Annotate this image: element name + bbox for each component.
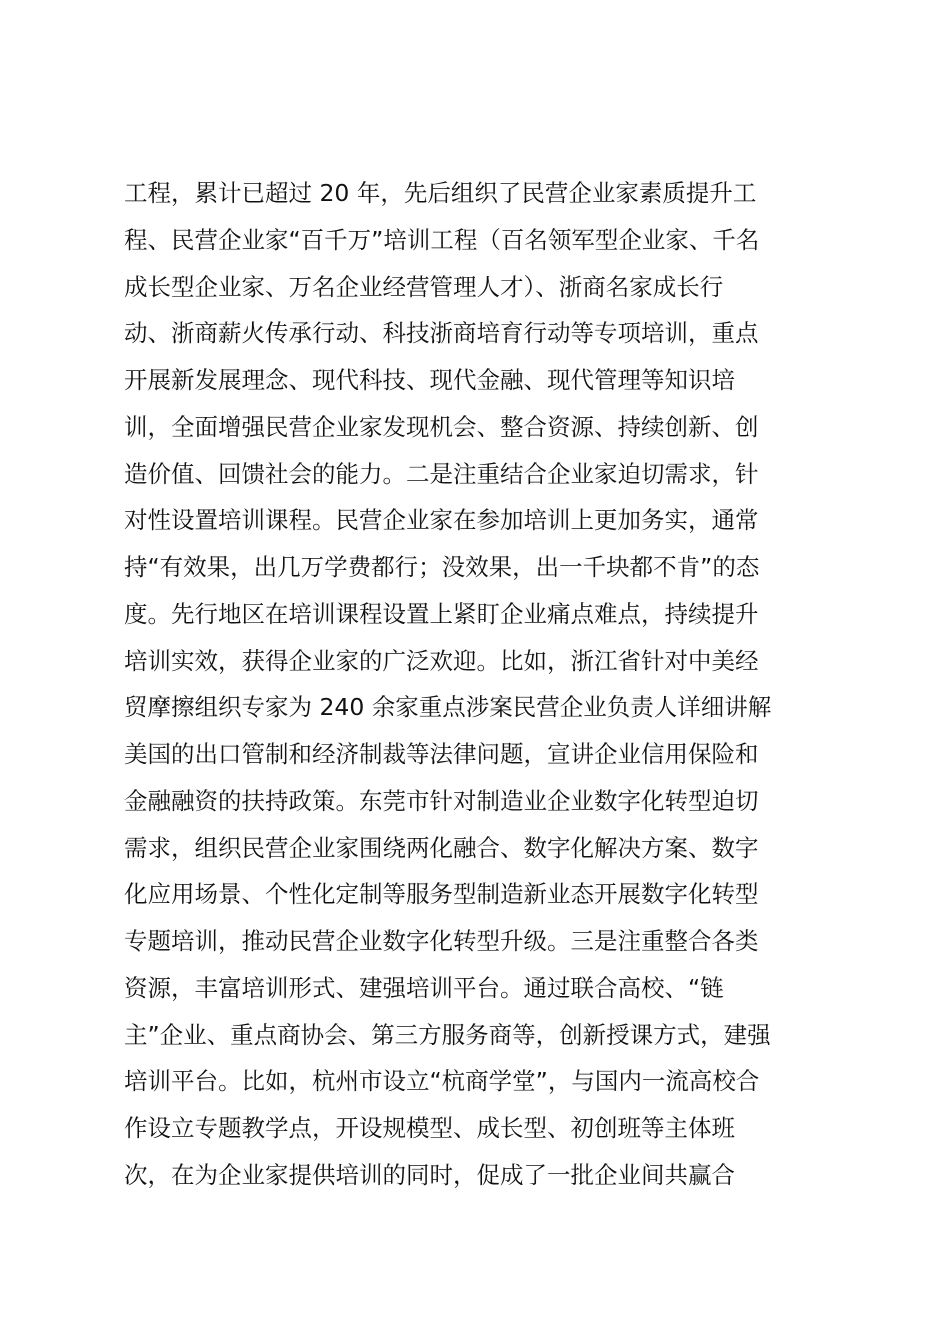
- text-line: 造价值、回馈社会的能力。二是注重结合企业家迫切需求，针: [124, 459, 759, 488]
- text-line: 贸摩擦组织专家为 240 余家重点涉案民营企业负责人详细讲解: [124, 693, 772, 722]
- text-line: 作设立专题教学点，开设规模型、成长型、初创班等主体班: [124, 1114, 735, 1142]
- text-line: 程、民营企业家“百千万”培训工程（百名领军型企业家、千名: [124, 225, 760, 254]
- text-line: 化应用场景、个性化定制等服务型制造新业态开展数字化转型: [124, 880, 759, 909]
- text-line: 培训平台。比如，杭州市设立“杭商学堂”，与国内一流高校合: [124, 1067, 760, 1096]
- text-line: 对性设置培训课程。民营企业家在参加培训上更加务实，通常: [124, 506, 759, 535]
- text-line: 训，全面增强民营企业家发现机会、整合资源、持续创新、创: [124, 412, 759, 441]
- text-line: 需求，组织民营企业家围绕两化融合、数字化解决方案、数字: [124, 833, 759, 862]
- text-line: 开展新发展理念、现代科技、现代金融、现代管理等知识培: [124, 366, 735, 394]
- text-line: 工程，累计已超过 20 年，先后组织了民营企业家素质提升工: [124, 179, 757, 207]
- body-paragraph: [124, 170, 844, 1199]
- text-line: 培训实效，获得企业家的广泛欢迎。比如，浙江省针对中美经: [124, 646, 759, 675]
- text-line: 次，在为企业家提供培训的同时，促成了一批企业间共赢合: [124, 1160, 735, 1189]
- text-line: 持“有效果，出几万学费都行；没效果，出一千块都不肯”的态: [124, 553, 760, 581]
- text-line: 度。先行地区在培训课程设置上紧盯企业痛点难点，持续提升: [124, 599, 759, 628]
- text-line: 金融融资的扶持政策。东莞市针对制造业企业数字化转型迫切: [124, 786, 759, 815]
- text-line: 资源，丰富培训形式、建强培训平台。通过联合高校、“链: [124, 973, 724, 1002]
- text-line: 美国的出口管制和经济制裁等法律问题，宣讲企业信用保险和: [124, 740, 759, 768]
- text-line: 成长型企业家、万名企业经营管理人才）、浙商名家成长行: [124, 272, 724, 301]
- text-line: 主”企业、重点商协会、第三方服务商等，创新授课方式，建强: [124, 1020, 771, 1049]
- text-line: 专题培训，推动民营企业数字化转型升级。三是注重整合各类: [124, 927, 759, 955]
- text-line: 动、浙商薪火传承行动、科技浙商培育行动等专项培训，重点: [124, 319, 759, 348]
